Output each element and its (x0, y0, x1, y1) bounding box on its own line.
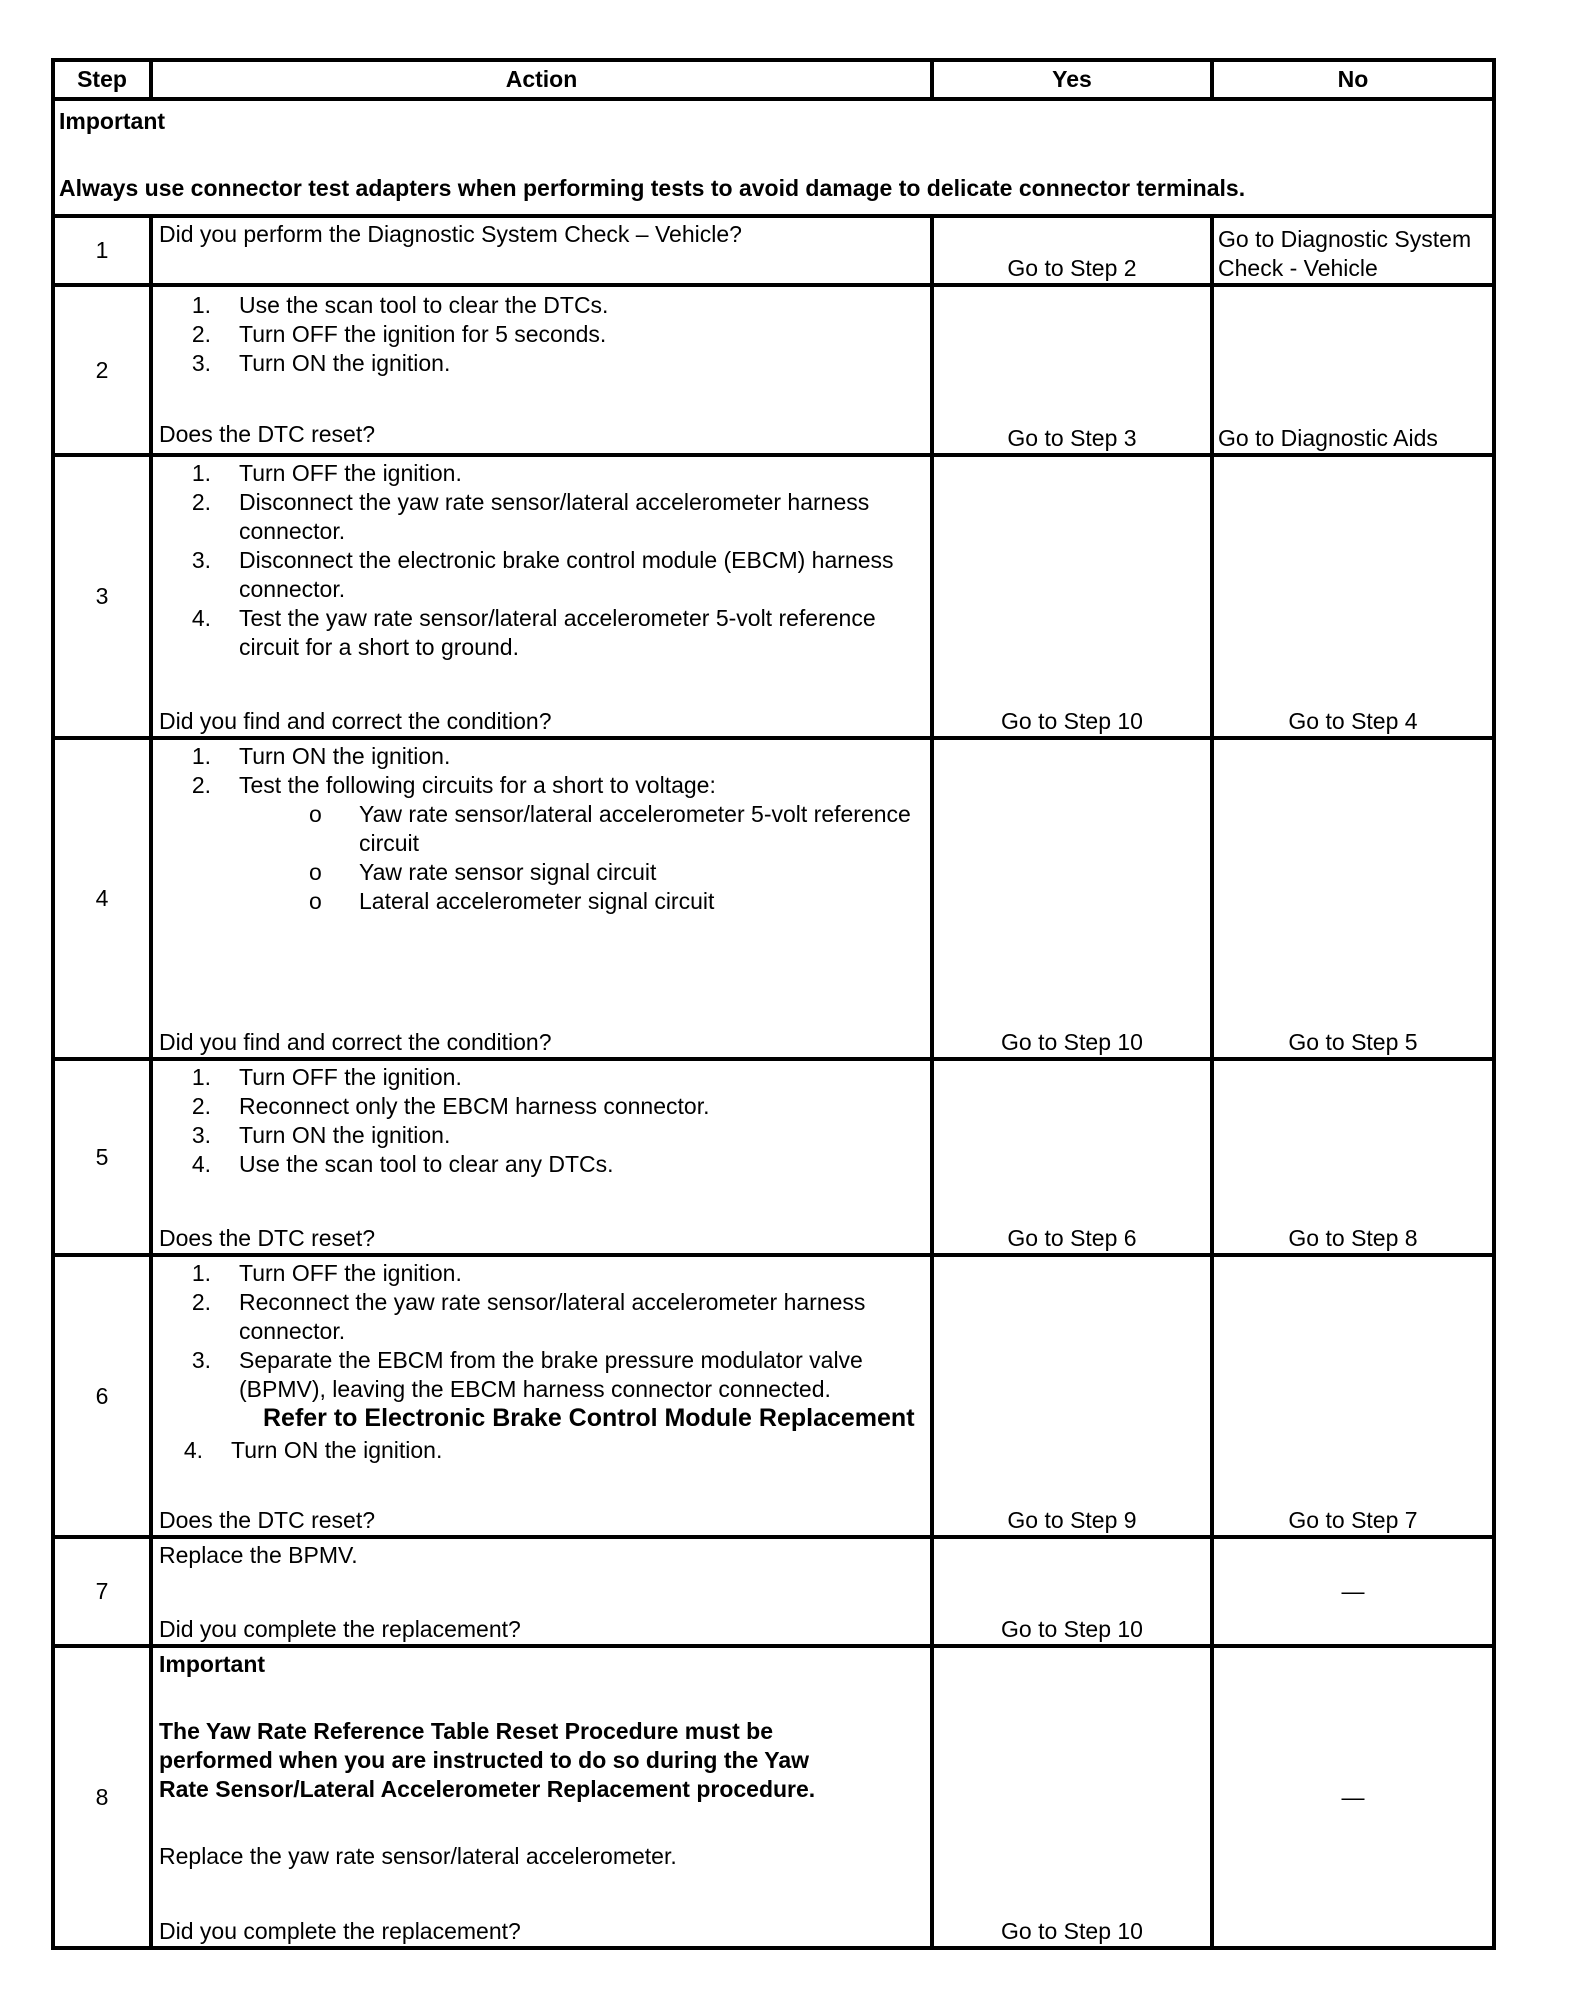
question-text: Did you perform the Diagnostic System Check – Vehicle? (159, 221, 742, 247)
yes-link[interactable]: Go to Step 10 (932, 455, 1212, 738)
table-row (53, 455, 1494, 738)
step-number: 1 (53, 216, 151, 285)
important-cell (53, 99, 1494, 216)
action-text: Replace the BPMV. (159, 1542, 358, 1568)
table-row (53, 285, 1494, 455)
question-text: Did you find and correct the condition? (159, 1029, 552, 1055)
question-text: Did you find and correct the condition? (159, 708, 552, 734)
list-item: 1. Use the scan tool to clear the DTCs. (191, 292, 609, 318)
no-dash: — (1212, 1537, 1494, 1646)
yes-link[interactable]: Go to Step 3 (932, 285, 1212, 455)
table-row (53, 1059, 1494, 1255)
step-number: 4 (53, 738, 151, 1059)
list-item: 4. Turn ON the ignition. (183, 1437, 443, 1463)
no-link[interactable]: Go to Step 4 (1212, 455, 1494, 738)
action-cell (151, 1646, 932, 1948)
action-cell (151, 216, 932, 285)
table-row (53, 1646, 1494, 1948)
no-link[interactable]: Go to Step 7 (1212, 1255, 1494, 1537)
header-no: No (1212, 60, 1494, 99)
important-note: The Yaw Rate Reference Table Reset Procedure must be performed when you are instructed to do so during the Yaw Rate Sensor/Lateral Accelerometer Replacement procedure. (159, 1718, 816, 1802)
table-row (53, 1537, 1494, 1646)
no-dash: — (1212, 1646, 1494, 1948)
yes-link[interactable]: Go to Step 10 (932, 738, 1212, 1059)
question-text: Does the DTC reset? (159, 1507, 376, 1533)
list-item: 1. Turn ON the ignition. (191, 743, 451, 769)
list-item: 2. Disconnect the yaw rate sensor/lateral accelerometer harness connector. (191, 489, 870, 544)
yes-link[interactable]: Go to Step 10 (932, 1537, 1212, 1646)
question-text: Did you complete the replacement? (159, 1918, 521, 1944)
step-number: 5 (53, 1059, 151, 1255)
action-cell (151, 1255, 932, 1537)
important-text: Always use connector test adapters when performing tests to avoid damage to delicate connector terminals. (59, 175, 1246, 201)
table-row (53, 1255, 1494, 1537)
no-link[interactable]: Go to Diagnostic System Check - Vehicle (1212, 216, 1494, 285)
list-item: 1. Turn OFF the ignition. (191, 1064, 462, 1090)
important-title: Important (59, 108, 166, 134)
diagnostic-table (51, 58, 1496, 1950)
yes-link[interactable]: Go to Step 9 (932, 1255, 1212, 1537)
list-item: 2. Test the following circuits for a short to voltage: (191, 772, 716, 798)
list-item: 3. Separate the EBCM from the brake pressure modulator valve (BPMV), leaving the EBCM harness connector connected. (191, 1347, 863, 1402)
list-item: 3. Turn ON the ignition. (191, 1122, 451, 1148)
header-action: Action (151, 60, 932, 99)
header-row (53, 60, 1494, 99)
list-item: 2. Reconnect the yaw rate sensor/lateral accelerometer harness connector. (191, 1289, 866, 1344)
list-item: 3. Turn ON the ignition. (191, 350, 451, 376)
sub-list-item: o Lateral accelerometer signal circuit (309, 888, 715, 914)
list-item: 4. Use the scan tool to clear any DTCs. (191, 1151, 614, 1177)
important-label: Important (159, 1651, 266, 1677)
step-number: 2 (53, 285, 151, 455)
question-text: Does the DTC reset? (159, 1225, 376, 1251)
yes-link[interactable]: Go to Step 6 (932, 1059, 1212, 1255)
table-row (53, 738, 1494, 1059)
list-item: 3. Disconnect the electronic brake control module (EBCM) harness connector. (191, 547, 894, 602)
list-item: 2. Turn OFF the ignition for 5 seconds. (191, 321, 607, 347)
action-text: Replace the yaw rate sensor/lateral accelerometer. (159, 1843, 677, 1869)
step-number: 8 (53, 1646, 151, 1948)
action-cell (151, 1059, 932, 1255)
step-number: 3 (53, 455, 151, 738)
no-link[interactable]: Go to Step 8 (1212, 1059, 1494, 1255)
sub-list-item: o Yaw rate sensor/lateral accelerometer 5-volt reference circuit (309, 801, 911, 856)
question-text: Does the DTC reset? (159, 421, 376, 447)
yes-link[interactable]: Go to Step 2 (932, 216, 1212, 285)
step-number: 7 (53, 1537, 151, 1646)
table-row (53, 216, 1494, 285)
list-item: 1. Turn OFF the ignition. (191, 1260, 462, 1286)
action-cell (151, 455, 932, 738)
action-cell (151, 285, 932, 455)
header-yes: Yes (932, 60, 1212, 99)
list-item: 2. Reconnect only the EBCM harness connector. (191, 1093, 710, 1119)
reference-link[interactable]: Refer to Electronic Brake Control Module Replacement (263, 1404, 915, 1432)
action-cell (151, 738, 932, 1059)
list-item: 1. Turn OFF the ignition. (191, 460, 462, 486)
yes-link[interactable]: Go to Step 10 (932, 1646, 1212, 1948)
step-number: 6 (53, 1255, 151, 1537)
question-text: Did you complete the replacement? (159, 1616, 521, 1642)
action-cell (151, 1537, 932, 1646)
important-row (53, 99, 1494, 216)
no-link[interactable]: Go to Step 5 (1212, 738, 1494, 1059)
no-link[interactable]: Go to Diagnostic Aids (1212, 285, 1494, 455)
list-item: 4. Test the yaw rate sensor/lateral accelerometer 5-volt reference circuit for a short to ground. (191, 605, 876, 660)
header-step: Step (53, 60, 151, 99)
sub-list-item: o Yaw rate sensor signal circuit (309, 859, 657, 885)
